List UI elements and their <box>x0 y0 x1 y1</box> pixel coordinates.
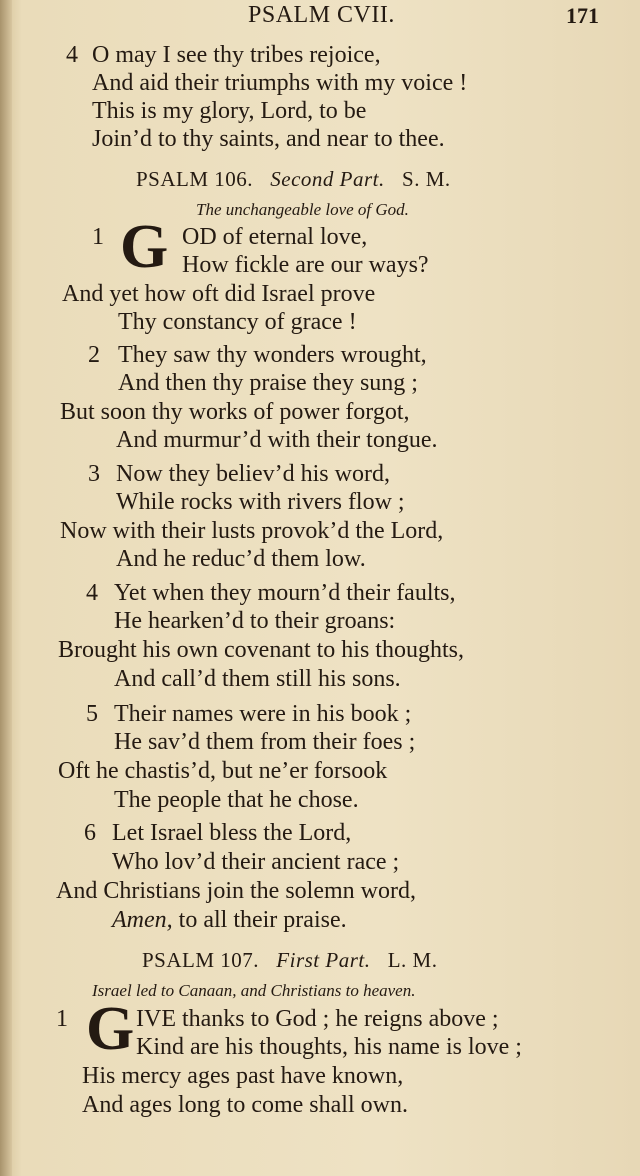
verse-line: Yet when they mourn’d their faults, <box>114 580 456 606</box>
verse-line: And Christians join the solemn word, <box>56 878 416 904</box>
verse-line: While rocks with rivers flow ; <box>116 489 405 515</box>
verse-line-rest: to all their praise. <box>178 907 347 933</box>
psalm-number: PSALM 107. <box>142 948 260 972</box>
verse-line: O may I see thy tribes rejoice, <box>92 42 381 68</box>
amen-word: Amen, <box>112 907 173 933</box>
psalm-number: PSALM 106. <box>136 167 254 191</box>
verse-line: And aid their triumphs with my voice ! <box>92 70 468 96</box>
verse-line: How fickle are our ways? <box>182 252 429 278</box>
verse-line: And murmur’d with their tongue. <box>116 427 438 453</box>
verse-line: And then thy praise they sung ; <box>118 370 418 396</box>
verse-line: This is my glory, Lord, to be <box>92 98 367 124</box>
verse-number: 2 <box>88 342 100 368</box>
running-head: PSALM CVII. <box>248 2 395 28</box>
verse-line: The people that he chose. <box>114 787 359 813</box>
psalm-meter: S. M. <box>402 167 451 191</box>
verse-line: He sav’d them from their foes ; <box>114 729 416 755</box>
verse-line: Their names were in his book ; <box>114 701 412 727</box>
verse-line: And he reduc’d them low. <box>116 546 366 572</box>
verse-number: 3 <box>88 461 100 487</box>
verse-line: They saw thy wonders wrought, <box>118 342 427 368</box>
verse-line: Now they believ’d his word, <box>116 461 390 487</box>
drop-cap: G <box>86 995 135 1063</box>
psalm-heading <box>136 165 451 193</box>
verse-line: And call’d them still his sons. <box>114 666 401 692</box>
binding-edge <box>0 0 12 1176</box>
psalm-part: Second Part. <box>270 167 385 191</box>
verse-line: And yet how oft did Israel prove <box>62 281 376 307</box>
verse-line: He hearken’d to their groans: <box>114 608 396 634</box>
verse-line: Let Israel bless the Lord, <box>112 820 352 846</box>
verse-line: Join’d to thy saints, and near to thee. <box>92 126 445 152</box>
drop-cap: G <box>120 213 169 281</box>
verse-line: Who lov’d their ancient race ; <box>112 849 400 875</box>
verse-number: 4 <box>66 42 78 68</box>
verse-line: And ages long to come shall own. <box>82 1092 408 1118</box>
psalm-subtitle: The unchangeable love of God. <box>196 200 409 219</box>
verse-line: Oft he chastis’d, but ne’er forsook <box>58 758 388 784</box>
psalm-subtitle: Israel led to Canaan, and Christians to heaven. <box>92 981 416 1000</box>
verse-number: 1 <box>92 224 104 250</box>
verse-line: Thy constancy of grace ! <box>118 309 357 335</box>
verse-line: IVE thanks to God ; he reigns above ; <box>136 1006 499 1032</box>
psalm-meter: L. M. <box>387 948 438 972</box>
verse-line: Brought his own covenant to his thoughts, <box>58 637 464 663</box>
verse-line: Kind are his thoughts, his name is love ; <box>136 1034 522 1060</box>
verse-line: His mercy ages past have known, <box>82 1063 404 1089</box>
psalm-part: First Part. <box>276 948 371 972</box>
verse-number: 6 <box>84 820 96 846</box>
page-number: 171 <box>566 3 599 28</box>
verse-line: Now with their lusts provok’d the Lord, <box>60 518 444 544</box>
verse-number: 1 <box>56 1006 68 1032</box>
verse-line: OD of eternal love, <box>182 224 368 250</box>
psalm-heading <box>142 946 437 974</box>
verse-number: 4 <box>86 580 98 606</box>
verse-line: But soon thy works of power forgot, <box>60 399 410 425</box>
verse-number: 5 <box>86 701 98 727</box>
verse-line <box>112 906 347 934</box>
